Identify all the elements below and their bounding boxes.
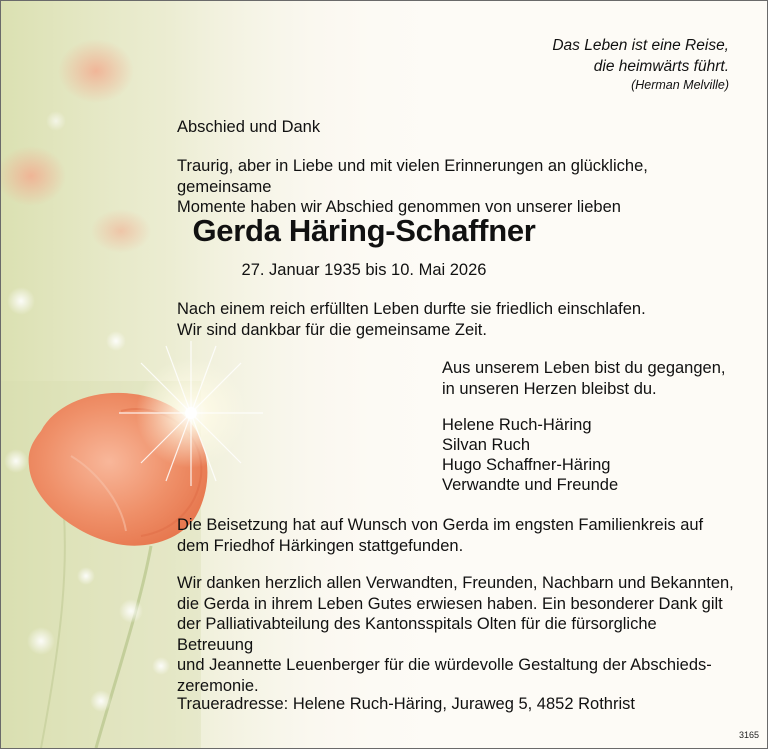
mourner-name: Helene Ruch-Häring (442, 416, 592, 434)
mourner-name: Silvan Ruch (442, 436, 531, 454)
thanks-paragraph: Wir danken herzlich allen Verwandten, Freunden, Nachbarn und Bekannten, die Gerda in ihrem Leben Gutes erwiesen haben. Ein besonderer Dank gilt der Palliativabteilung des Kantonsspitals Olten für die fürsorgliche Betreuung und Jeannette Leuenberger für die würdevolle Gestaltung der Abschieds- zeremonie. (177, 574, 734, 695)
deceased-name: Gerda Häring-Schaffner (192, 213, 536, 248)
memorial-verse: Aus unserem Leben bist du gegangen, in unseren Herzen bleibst du. (442, 359, 726, 398)
mourner-name: Hugo Schaffner-Häring (442, 456, 611, 474)
farewell-paragraph: Nach einem reich erfüllten Leben durfte sie friedlich einschlafen. Wir sind dankbar für die gemeinsame Zeit. (177, 300, 646, 339)
quote-line-2: die heimwärts führt. (593, 58, 729, 75)
mourner-name: Verwandte und Freunde (442, 476, 619, 494)
quote-author: (Herman Melville) (631, 78, 729, 92)
life-dates: 27. Januar 1935 bis 10. Mai 2026 (241, 261, 487, 279)
quote-line-1: Das Leben ist eine Reise, (552, 37, 729, 54)
intro-paragraph: Traurig, aber in Liebe und mit vielen Erinnerungen an glückliche, gemeinsame Momente haben wir Abschied genommen von unserer lieben (177, 157, 648, 216)
burial-paragraph: Die Beisetzung hat auf Wunsch von Gerda im engsten Familienkreis auf dem Friedhof Härkingen stattgefunden. (177, 516, 704, 555)
mourning-address: Traueradresse: Helene Ruch-Häring, Juraweg 5, 4852 Rothrist (177, 695, 635, 713)
mourners-list (442, 415, 618, 495)
motto-quote (552, 35, 729, 93)
ad-code: 3165 (738, 730, 759, 740)
notice-heading: Abschied und Dank (177, 118, 321, 136)
